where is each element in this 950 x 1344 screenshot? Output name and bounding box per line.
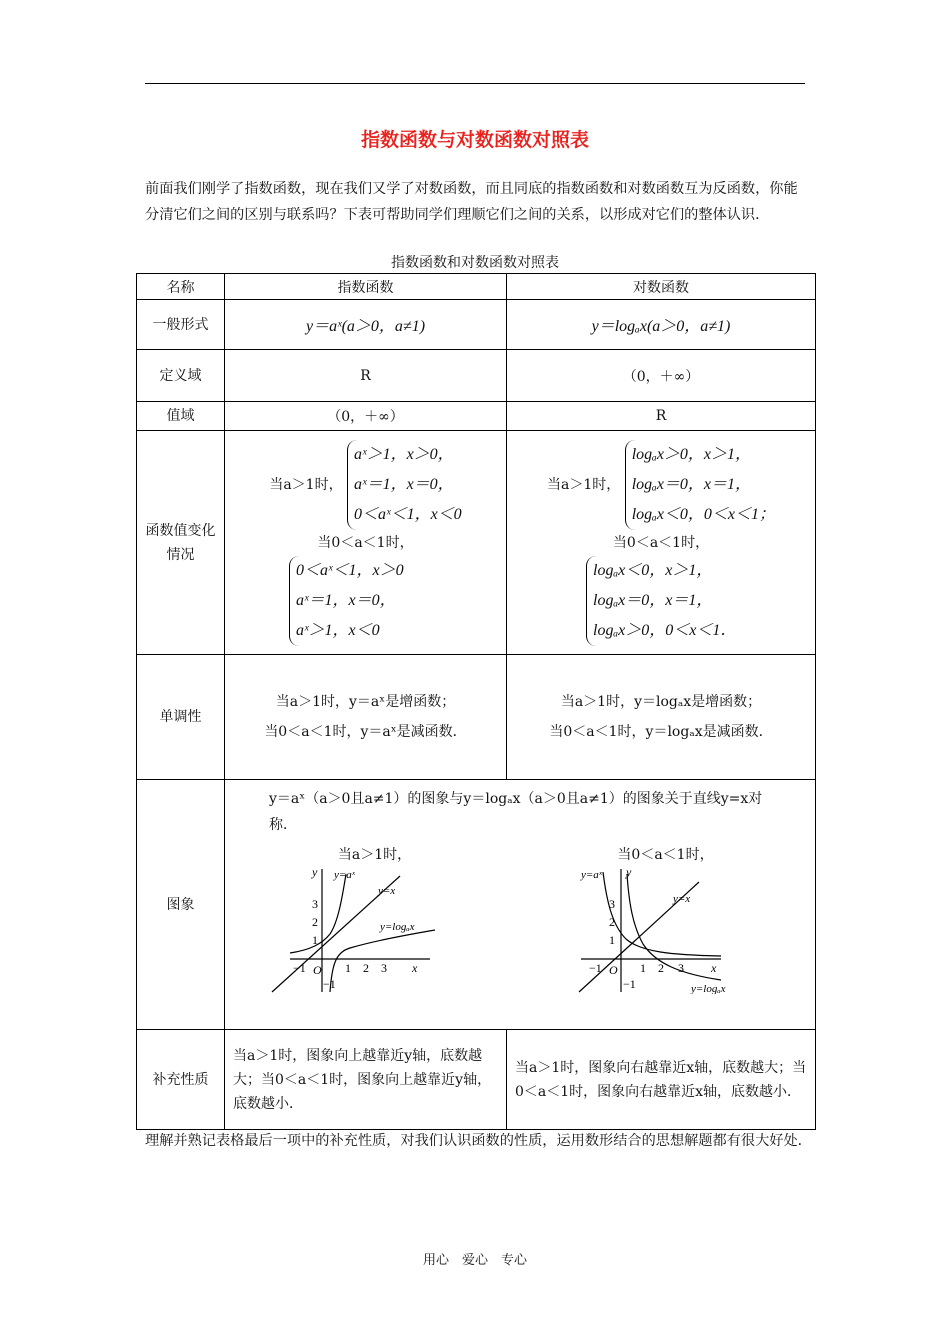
curve-exp-label: y=aˣ: [580, 869, 602, 881]
curve-exp-label: y=aˣ: [333, 869, 355, 881]
graph-left: [260, 844, 490, 998]
log-values: [507, 431, 816, 655]
log-monotonic: [507, 655, 816, 780]
exp-case1: 当a＞1时，: [269, 476, 343, 493]
exp-form: y＝aˣ(a＞0，a≠1): [225, 300, 507, 350]
log-form: y＝logₐx(a＞0，a≠1): [507, 300, 816, 350]
table-row: [137, 780, 816, 1030]
tick-label: 2: [608, 915, 615, 929]
table-row: [137, 655, 816, 780]
header-exp: 指数函数: [225, 274, 507, 300]
row-label-supplement: 补充性质: [137, 1030, 225, 1130]
curve-log-label: y=logₐx: [379, 921, 414, 933]
exp-case1-line: 0＜aˣ＜1，x＜0: [354, 505, 462, 523]
page-title: 指数函数与对数函数对照表: [360, 129, 589, 151]
exp-case1-brace: [347, 440, 462, 530]
graph-right: [551, 844, 781, 998]
exp-domain: R: [225, 350, 507, 402]
exp-supplement: 当a＞1时，图象向上越靠近y轴，底数越大；当0＜a＜1时，图象向上越靠近y轴，底数越小．: [225, 1030, 507, 1130]
log-case2-brace: [586, 556, 736, 646]
header-name: 名称: [137, 274, 225, 300]
graph-description: y＝aˣ（a＞0且a≠1）的图象与y＝logₐx（a＞0且a≠1）的图象关于直线y=x对称．: [269, 791, 763, 833]
line-label: y=x: [377, 885, 395, 897]
tick-label: −1: [622, 977, 636, 991]
exp-case1-line: aˣ＝1，x＝0，: [354, 475, 454, 493]
graphs: [229, 844, 811, 998]
log-domain: （0，＋∞）: [507, 350, 816, 402]
graph-cell: [225, 780, 816, 1030]
curve-log-label: y=logₐx: [690, 983, 725, 994]
tick-label: 1: [311, 933, 318, 947]
row-label-values: 函数值变化情况: [137, 431, 225, 655]
exp-case2-line: 0＜aˣ＜1，x＞0: [296, 561, 404, 579]
exp-case2-brace: [289, 556, 404, 646]
log-range: R: [507, 402, 816, 431]
log-case1-brace: [625, 440, 775, 530]
table-row: [137, 350, 816, 402]
intro-paragraph: 前面我们刚学了指数函数，现在我们又学了对数函数，而且同底的指数函数和对数函数互为反函数，你能分清它们之间的区别与联系吗？下表可帮助同学们理顺它们之间的关系，以形成对它们的整体认识．: [145, 181, 798, 223]
tick-label: 3: [380, 961, 387, 975]
page-footer: 用心 爱心 专心: [422, 1253, 527, 1268]
line-label: y=x: [672, 893, 690, 905]
tick-label: 2: [362, 961, 369, 975]
row-label-range: 值域: [137, 402, 225, 431]
table-row: [137, 402, 816, 431]
exp-mono-line1: 当a＞1时，y＝aˣ是增函数；: [275, 694, 456, 710]
curve-exponential: [290, 874, 346, 953]
exp-range: （0，＋∞）: [225, 402, 507, 431]
exp-case2-line: aˣ＝1，x＝0，: [296, 591, 396, 609]
table-row: [137, 431, 816, 655]
row-label-graph: 图象: [137, 780, 225, 1030]
tick-label: 2: [311, 915, 318, 929]
graph-right-title: 当0＜a＜1时，: [617, 847, 714, 863]
table-row: [137, 1030, 816, 1130]
origin-label: O: [312, 963, 322, 977]
log-supplement: 当a＞1时，图象向右越靠近x轴，底数越大；当0＜a＜1时，图象向右越靠近x轴，底数越小．: [507, 1030, 816, 1130]
table-caption: 指数函数和对数函数对照表: [391, 255, 559, 271]
axis-y-label: y: [625, 865, 631, 879]
row-label-monotonic: 单调性: [137, 655, 225, 780]
log-case1-line: logₐx＜0，0＜x＜1；: [631, 505, 776, 523]
header-log: 对数函数: [507, 274, 816, 300]
tick-label: 1: [639, 961, 646, 975]
graph-left-svg: [260, 864, 490, 994]
closing-paragraph: 理解并熟记表格最后一项中的补充性质，对我们认识函数的性质，运用数形结合的思想解题都有很大好处．: [145, 1133, 812, 1149]
tick-label: 1: [608, 933, 615, 947]
tick-label: 3: [311, 897, 318, 911]
log-case2-line: logₐx＜0，x＞1，: [593, 561, 713, 579]
log-case2: 当0＜a＜1时，: [612, 534, 710, 551]
tick-label: 3: [608, 897, 615, 911]
tick-label: 2: [657, 961, 664, 975]
origin-label: O: [608, 963, 618, 977]
exp-case2: 当0＜a＜1时，: [317, 534, 414, 551]
tick-label: −1: [322, 977, 336, 991]
header-rule: [145, 83, 805, 84]
table-row: [137, 274, 816, 300]
axis-x-label: x: [411, 961, 417, 975]
log-case1: 当a＞1时，: [546, 476, 621, 493]
axis-x-label: x: [710, 961, 716, 975]
log-case1-line: logₐx＞0，x＞1，: [631, 445, 752, 463]
table-row: [137, 300, 816, 350]
log-mono-line2: 当0＜a＜1时，y＝logₐx是减函数．: [549, 724, 773, 740]
row-label-domain: 定义域: [137, 350, 225, 402]
log-case2-line: logₐx＝0，x＝1，: [593, 591, 713, 609]
tick-label: 3: [677, 961, 684, 975]
comparison-table: [136, 273, 816, 1130]
axis-y-label: y: [311, 865, 317, 879]
tick-label: −1: [588, 961, 602, 975]
graph-right-svg: [551, 864, 781, 994]
tick-label: 1: [344, 961, 351, 975]
log-case1-line: logₐx＝0，x＝1，: [631, 475, 752, 493]
row-label-form: 一般形式: [137, 300, 225, 350]
graph-left-title: 当a＞1时，: [337, 847, 412, 863]
exp-case2-line: aˣ＞1，x＜0: [296, 621, 380, 639]
exp-values: [225, 431, 507, 655]
log-mono-line1: 当a＞1时，y＝logₐx是增函数；: [560, 694, 762, 710]
exp-monotonic: [225, 655, 507, 780]
exp-mono-line2: 当0＜a＜1时，y＝aˣ是减函数．: [264, 724, 467, 740]
tick-label: −1: [292, 961, 306, 975]
log-case2-line: logₐx＞0，0＜x＜1．: [593, 621, 737, 639]
exp-case1-line: aˣ＞1，x＞0，: [354, 445, 454, 463]
